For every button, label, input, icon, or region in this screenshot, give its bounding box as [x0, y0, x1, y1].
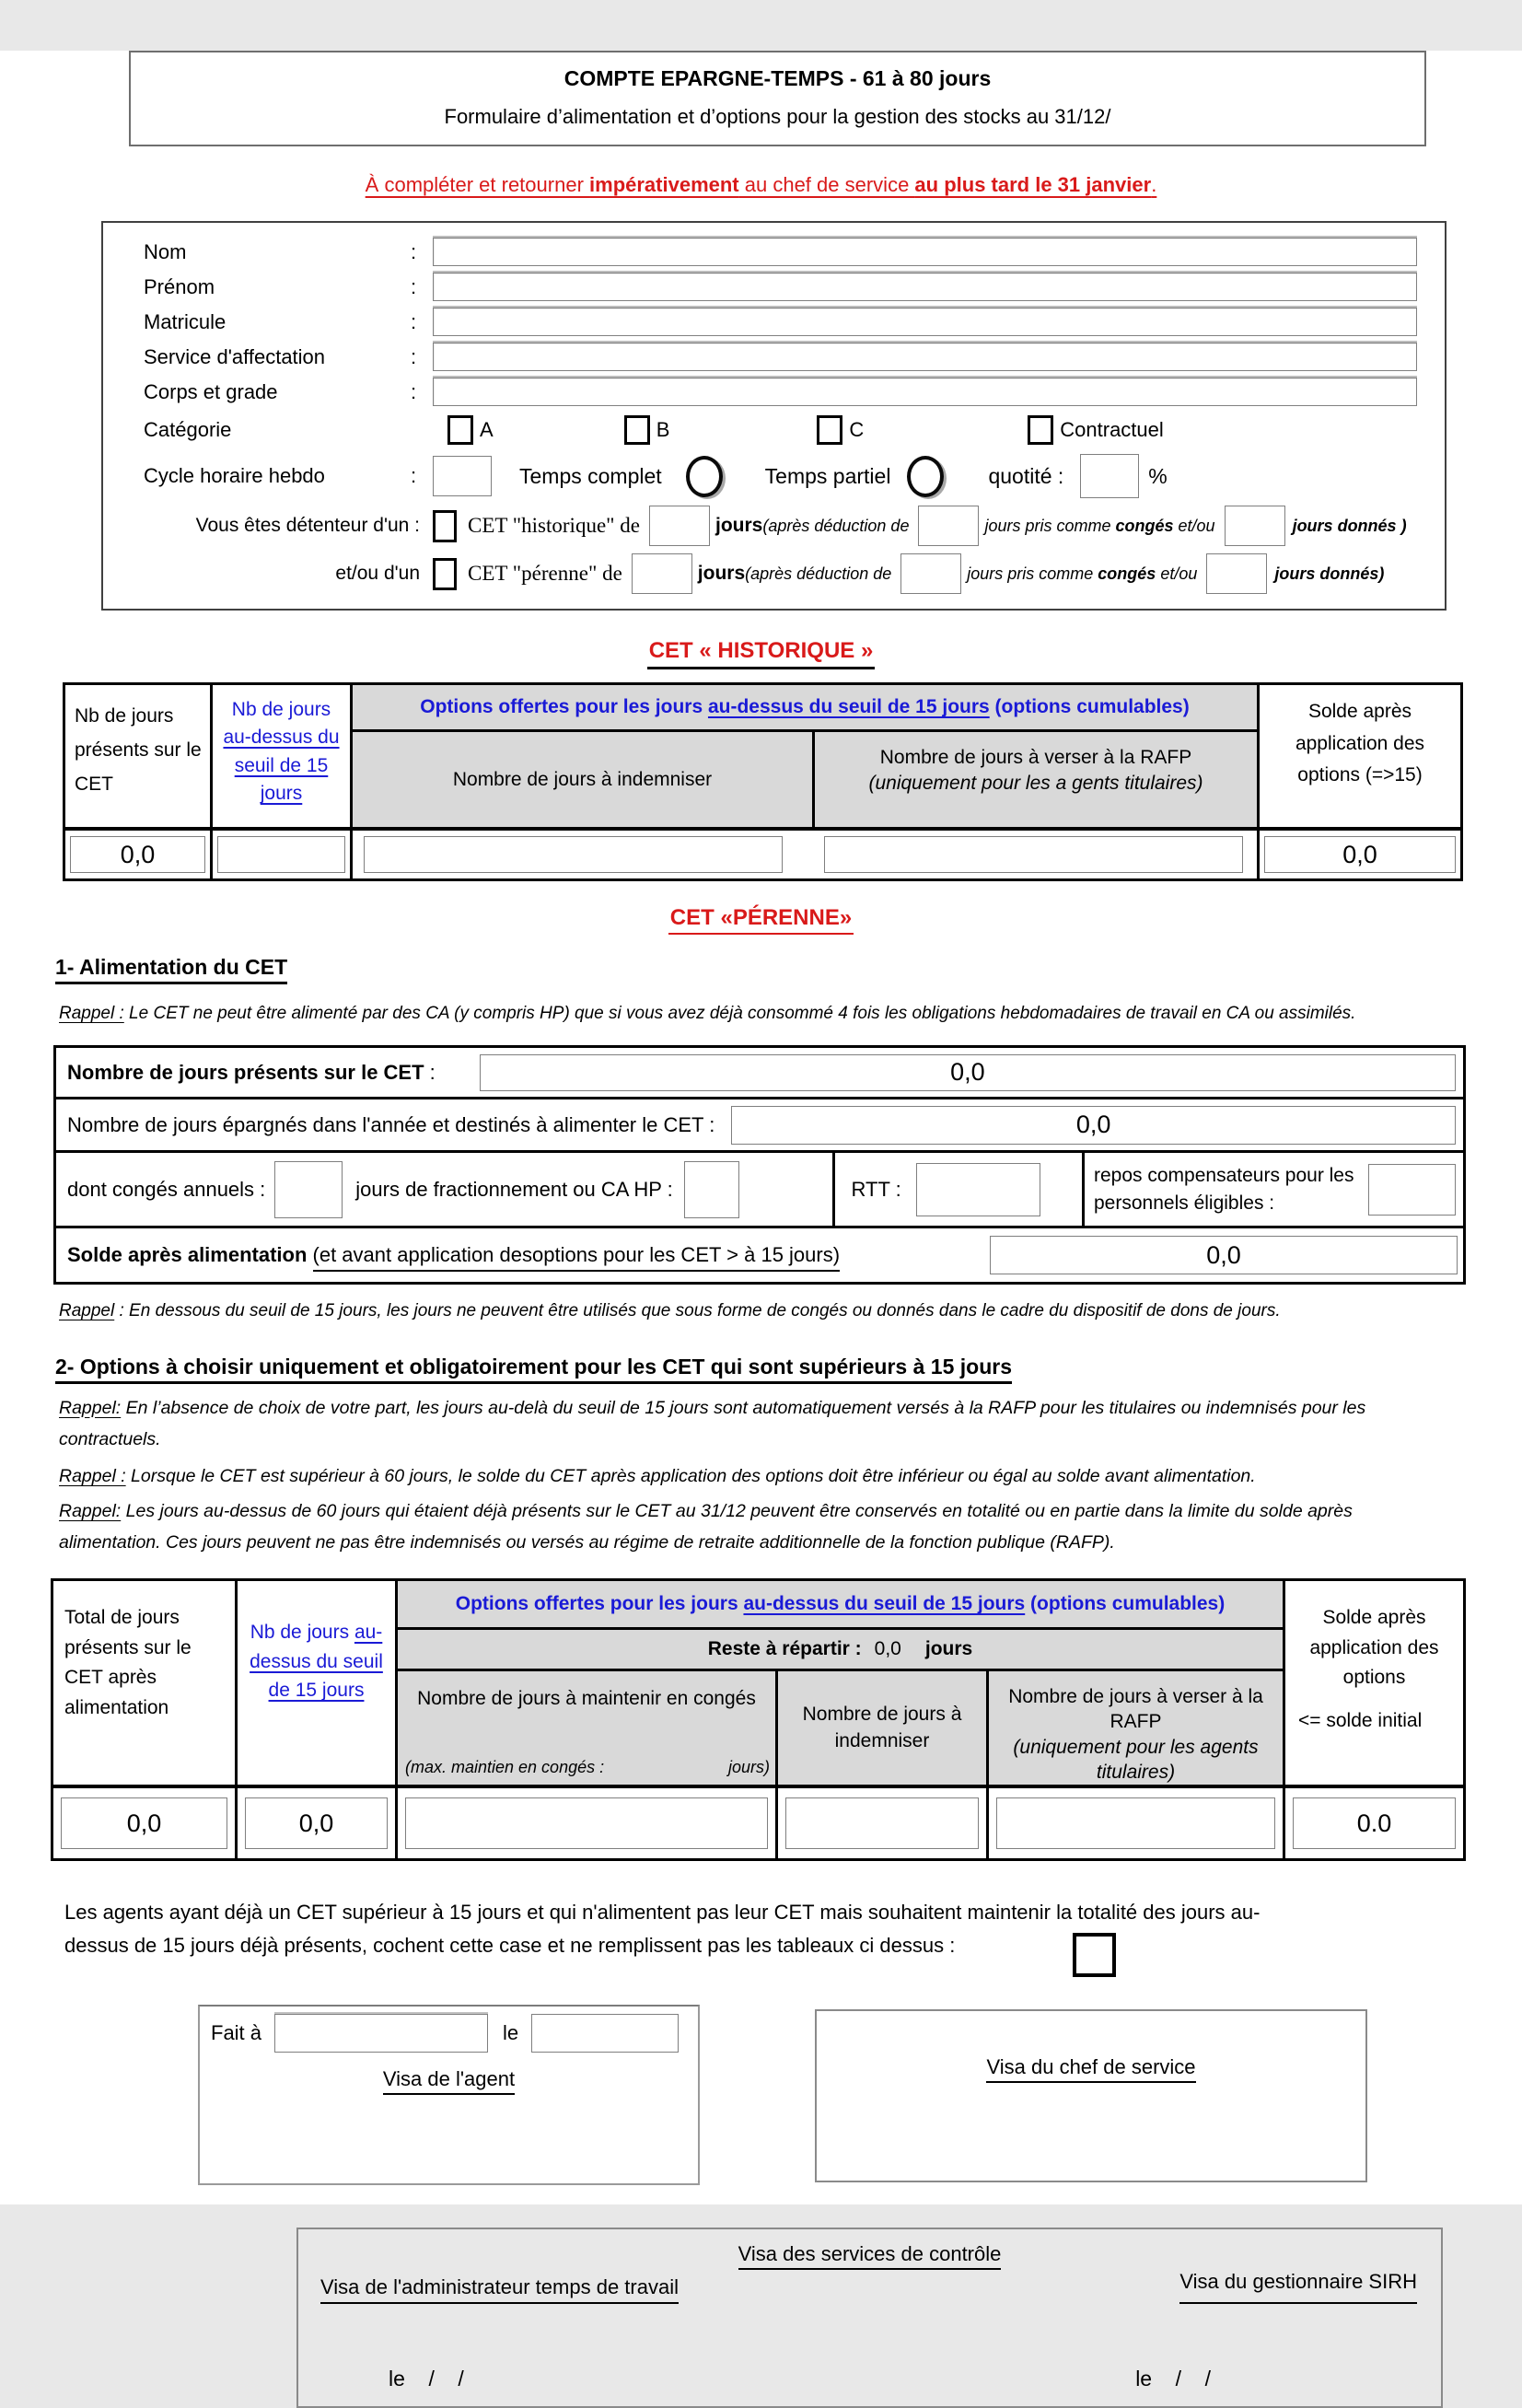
- per-indemniser-input[interactable]: [785, 1797, 979, 1849]
- visa-admin-label: Visa de l'administrateur temps de travail: [320, 2275, 679, 2304]
- categorie-b-checkbox[interactable]: [624, 415, 650, 445]
- categorie-c-label: C: [849, 418, 865, 441]
- col-seuil-header: Nb de jours au-dessus du seuil de 15 jours: [213, 685, 353, 827]
- maintien-checkbox[interactable]: [1073, 1933, 1116, 1977]
- col-nb-jours-header: Nb de jours présents sur le CET: [65, 685, 213, 827]
- date-admin: le / /: [389, 2366, 464, 2391]
- cet-perenne-checkbox[interactable]: [433, 558, 457, 590]
- options-title: Options offertes pour les jours au-dessus du seuil de 15 jours (options cumulables): [353, 685, 1257, 732]
- alim-row1-label: Nombre de jours présents sur le CET :: [67, 1060, 436, 1084]
- historique-heading: CET « HISTORIQUE »: [0, 638, 1522, 664]
- cet-perenne-row: [144, 553, 1417, 594]
- section2-title: 2- Options à choisir uniquement et obligatoirement pour les CET qui sont supérieurs à 15 jours: [55, 1355, 1522, 1379]
- categorie-contractuel-label: Contractuel: [1060, 418, 1164, 441]
- rafp-header: Nombre de jours à verser à la RAFP (uniquement pour les a gents titulaires): [868, 747, 1203, 795]
- rtt-input[interactable]: [916, 1163, 1040, 1216]
- section2-rappel-2: Rappel : Lorsque le CET est supérieur à 60 jours, le solde du CET après application des options doit être inférieur ou égal au solde avant alimentation.: [59, 1465, 1256, 1486]
- historique-table-row: [65, 831, 1460, 878]
- repos-label: repos compensateurs pour les personnels éligibles :: [1094, 1165, 1354, 1214]
- categorie-c: [817, 415, 864, 445]
- maintenir-note: (max. maintien en congés : jours): [405, 1758, 770, 1777]
- controle-visa-box: [296, 2228, 1443, 2408]
- mid-1: jours pris comme congés et/ou: [984, 516, 1215, 535]
- reste-a-repartir: Reste à répartir : 0,0 jours: [398, 1630, 1283, 1671]
- le-label: le: [503, 2020, 519, 2044]
- fait-a-label: Fait à: [211, 2020, 262, 2044]
- nom-input[interactable]: [433, 238, 1417, 266]
- conges-annuels-input[interactable]: [274, 1161, 343, 1218]
- paren-1: (après déduction de: [762, 516, 910, 535]
- categorie-a-checkbox[interactable]: [447, 415, 473, 445]
- section2-rappel-3: Rappel: Les jours au-dessus de 60 jours qui étaient déjà présents sur le CET au 31/12 peuvent être conservés en totalité ou en partie dans la limite du solde après alimentation. Ces jours peuvent ne pas être indemnisés ou versés au régime de retraite additionnelle de la fonction publique (RAFP).: [59, 1500, 1353, 1553]
- corps-label: Corps et grade: [144, 379, 278, 403]
- field-row-service: [144, 343, 1417, 371]
- prenom-colon: :: [411, 274, 417, 298]
- alim-row1: [56, 1048, 1463, 1099]
- field-row-nom: [144, 238, 1417, 266]
- fractionnement-input[interactable]: [684, 1161, 739, 1218]
- agent-visa-box: [198, 2005, 700, 2185]
- service-label: Service d'affectation: [144, 344, 326, 368]
- notice-bold-imperativement: impérativement: [589, 173, 739, 196]
- historique-table: [63, 682, 1463, 881]
- form-subtitle: Formulaire d’alimentation et d’options pour la gestion des stocks au 31/12/: [444, 105, 1111, 128]
- cet-historique-donnes-input[interactable]: [1225, 506, 1285, 546]
- categorie-label: Catégorie: [144, 418, 232, 441]
- solde-header-2: Solde après application des options <= solde initial: [1298, 1607, 1439, 1731]
- section2-rappel-1: Rappel: En l’absence de choix de votre part, les jours au-delà du seuil de 15 jours sont automatiquement versés à la RAFP pour les titulaires ou indemnisés pour les contractuels.: [59, 1397, 1366, 1449]
- cycle-input[interactable]: [433, 456, 492, 496]
- perenne-table-row: [53, 1788, 1463, 1858]
- alim-row2: [56, 1099, 1463, 1153]
- fractionnement-label: jours de fractionnement ou CA HP :: [355, 1177, 673, 1201]
- cet-historique-conges-input[interactable]: [918, 506, 979, 546]
- perenne-subcols: [398, 1671, 1283, 1785]
- prenom-input[interactable]: [433, 273, 1417, 301]
- corps-input[interactable]: [433, 378, 1417, 406]
- alim-rappel: Rappel : En dessous du seuil de 15 jours, les jours ne peuvent être utilisés que sous forme de congés ou donnés dans le cadre du dispositif de dons de jours.: [59, 1301, 1281, 1321]
- indemniser-header-2: Nombre de jours à indemniser: [778, 1671, 989, 1785]
- jours-word-2: jours: [697, 563, 746, 584]
- section1-rappel: Rappel : Le CET ne peut être alimenté par des CA (y compris HP) que si vous avez déjà consommé 4 fois les obligations hebdomadaires de travail en CA ou assimilés.: [59, 1004, 1356, 1023]
- mid-2: jours pris comme congés et/ou: [967, 564, 1198, 583]
- visa-controle-title: Visa des services de contrôle: [298, 2242, 1441, 2266]
- perenne-options-title: Options offertes pour les jours au-dessus du seuil de 15 jours (options cumulables): [398, 1581, 1283, 1630]
- hist-nb-jours-value[interactable]: 0,0: [70, 836, 205, 873]
- reste-value: 0,0: [874, 1638, 901, 1660]
- repos-input[interactable]: [1368, 1164, 1456, 1216]
- date-sirh: le / /: [1135, 2366, 1211, 2391]
- temps-complet-radio[interactable]: [686, 456, 723, 497]
- alim-row4-label: Solde après alimentation (et avant application desoptions pour les CET > à 15 jours): [56, 1243, 840, 1267]
- temps-partiel-label: Temps partiel: [764, 463, 891, 488]
- alimentation-table: [53, 1045, 1466, 1285]
- categorie-row: [144, 415, 1417, 445]
- cycle-colon: :: [411, 464, 417, 487]
- cet-perenne-label: CET "pérenne" de: [468, 562, 622, 585]
- options-subcols: [353, 732, 1257, 827]
- notice-mid: au chef de service: [738, 173, 915, 196]
- cet-perenne-jours-input[interactable]: [632, 553, 692, 594]
- alim-epargnes-value[interactable]: 0,0: [731, 1106, 1456, 1145]
- signature-row: [198, 2005, 1522, 2185]
- perenne-table-header: [53, 1581, 1463, 1788]
- cet-historique-label: CET "historique" de: [468, 514, 640, 537]
- notice-end: .: [1151, 173, 1157, 196]
- per-total-value[interactable]: 0,0: [61, 1797, 227, 1849]
- notice-bold-deadline: au plus tard le 31 janvier: [914, 173, 1152, 196]
- alim-rtt-cell: [835, 1153, 1085, 1226]
- notice-pre: À compléter et retourner: [365, 173, 590, 196]
- categorie-b: [624, 415, 670, 445]
- solde-header: Solde après application des options (=>15): [1295, 701, 1425, 786]
- field-row-corps: [144, 378, 1417, 406]
- maintien-note-line2: dessus de 15 jours déjà présents, cochent cette case et ne remplissent pas les tableaux ci dessus :: [64, 1933, 956, 1957]
- form-page: [0, 51, 1522, 2391]
- percent-sign: %: [1148, 463, 1168, 488]
- detenteur-prefix-2: et/ou d'un: [335, 563, 420, 584]
- per-rafp-input[interactable]: [996, 1797, 1275, 1849]
- perenne-heading: CET «PÉRENNE»: [0, 905, 1522, 931]
- service-input[interactable]: [433, 343, 1417, 371]
- cet-historique-checkbox[interactable]: [433, 510, 457, 542]
- section1-title: 1- Alimentation du CET: [55, 955, 1522, 980]
- nom-label: Nom: [144, 239, 187, 263]
- chef-visa-box: [815, 2009, 1367, 2182]
- title-box: [129, 51, 1426, 146]
- maintien-note: [64, 1896, 1458, 1976]
- corps-colon: :: [411, 379, 417, 403]
- cet-historique-jours-input[interactable]: [649, 506, 710, 546]
- temps-complet-label: Temps complet: [519, 463, 662, 488]
- matricule-label: Matricule: [144, 309, 227, 333]
- alim-row4: [56, 1228, 1463, 1282]
- alim-conges-cell: [56, 1153, 835, 1226]
- categorie-contractuel-checkbox[interactable]: [1028, 415, 1053, 445]
- cycle-label: Cycle horaire hebdo: [144, 464, 325, 487]
- identity-box: [101, 221, 1446, 611]
- visa-sirh-label: Visa du gestionnaire SIRH: [1179, 2270, 1417, 2304]
- options-header-group: [353, 685, 1260, 827]
- per-solde-value[interactable]: 0.0: [1293, 1797, 1456, 1849]
- alim-repos-cell: [1085, 1153, 1463, 1226]
- field-row-prenom: [144, 273, 1417, 301]
- matricule-input[interactable]: [433, 308, 1417, 336]
- quotite-label: quotité :: [988, 463, 1064, 488]
- historique-table-header: [65, 685, 1460, 831]
- date-input[interactable]: [531, 2014, 679, 2053]
- cet-historique-row: [144, 506, 1417, 546]
- perenne-options-group: [398, 1581, 1285, 1785]
- service-colon: :: [411, 344, 417, 368]
- conges-annuels-label: dont congés annuels :: [67, 1177, 266, 1201]
- per-maintenir-input[interactable]: [405, 1797, 768, 1849]
- visa-chef-label: Visa du chef de service: [986, 2055, 1195, 2083]
- fait-a-input[interactable]: [274, 2014, 488, 2053]
- jours-word-1: jours: [715, 515, 763, 536]
- maintenir-header: Nombre de jours à maintenir en congés (max. maintien en congés : jours): [398, 1671, 778, 1785]
- categorie-contractuel: [1028, 415, 1164, 445]
- alim-row3: [56, 1153, 1463, 1228]
- hist-rafp-input[interactable]: [824, 836, 1243, 873]
- categorie-b-label: B: [656, 418, 670, 441]
- total-header: Total de jours présents sur le CET après alimentation: [53, 1581, 238, 1785]
- matricule-colon: :: [411, 309, 417, 333]
- alim-row2-label: Nombre de jours épargnés dans l'année et destinés à alimenter le CET :: [67, 1112, 715, 1136]
- perenne-table: [51, 1578, 1466, 1861]
- maintien-note-line1: Les agents ayant déjà un CET supérieur à 15 jours et qui n'alimentent pas leur CET mais souhaitent maintenir la totalité des jours au-: [64, 1901, 1261, 1925]
- quotite-input[interactable]: [1080, 454, 1139, 498]
- visa-agent-label: Visa de l'agent: [211, 2067, 687, 2091]
- seuil-header: Nb de jours au-dessus du seuil de 15 jours: [238, 1581, 398, 1785]
- indemniser-header: Nombre de jours à indemniser: [353, 732, 815, 827]
- form-title: COMPTE EPARGNE-TEMPS - 61 à 80 jours: [563, 66, 992, 90]
- rtt-label: RTT :: [851, 1177, 901, 1201]
- nom-colon: :: [411, 239, 417, 263]
- categorie-c-checkbox[interactable]: [817, 415, 842, 445]
- tail-1: jours donnés ): [1292, 516, 1407, 535]
- detenteur-prefix: Vous êtes détenteur d'un :: [195, 515, 420, 536]
- field-row-matricule: [144, 308, 1417, 336]
- temps-partiel-radio[interactable]: [907, 456, 944, 497]
- rafp-header-2: Nombre de jours à verser à la RAFP (uniquement pour les agents titulaires): [1008, 1686, 1263, 1784]
- prenom-label: Prénom: [144, 274, 215, 298]
- return-notice: [0, 173, 1522, 197]
- hist-seuil-input[interactable]: [217, 836, 345, 873]
- cet-perenne-conges-input[interactable]: [900, 553, 961, 594]
- alim-solde-value[interactable]: 0,0: [990, 1236, 1458, 1274]
- paren-2: (après déduction de: [745, 564, 892, 583]
- hist-solde-value[interactable]: 0,0: [1264, 836, 1456, 873]
- hist-indemniser-input[interactable]: [364, 836, 783, 873]
- alim-nb-jours-value[interactable]: 0,0: [480, 1054, 1456, 1091]
- tail-2: jours donnés): [1274, 564, 1385, 583]
- per-seuil-value[interactable]: 0,0: [245, 1797, 388, 1849]
- categorie-a: [447, 415, 494, 445]
- cet-perenne-donnes-input[interactable]: [1206, 553, 1267, 594]
- categorie-a-label: A: [480, 418, 494, 441]
- cycle-row: [144, 454, 1417, 498]
